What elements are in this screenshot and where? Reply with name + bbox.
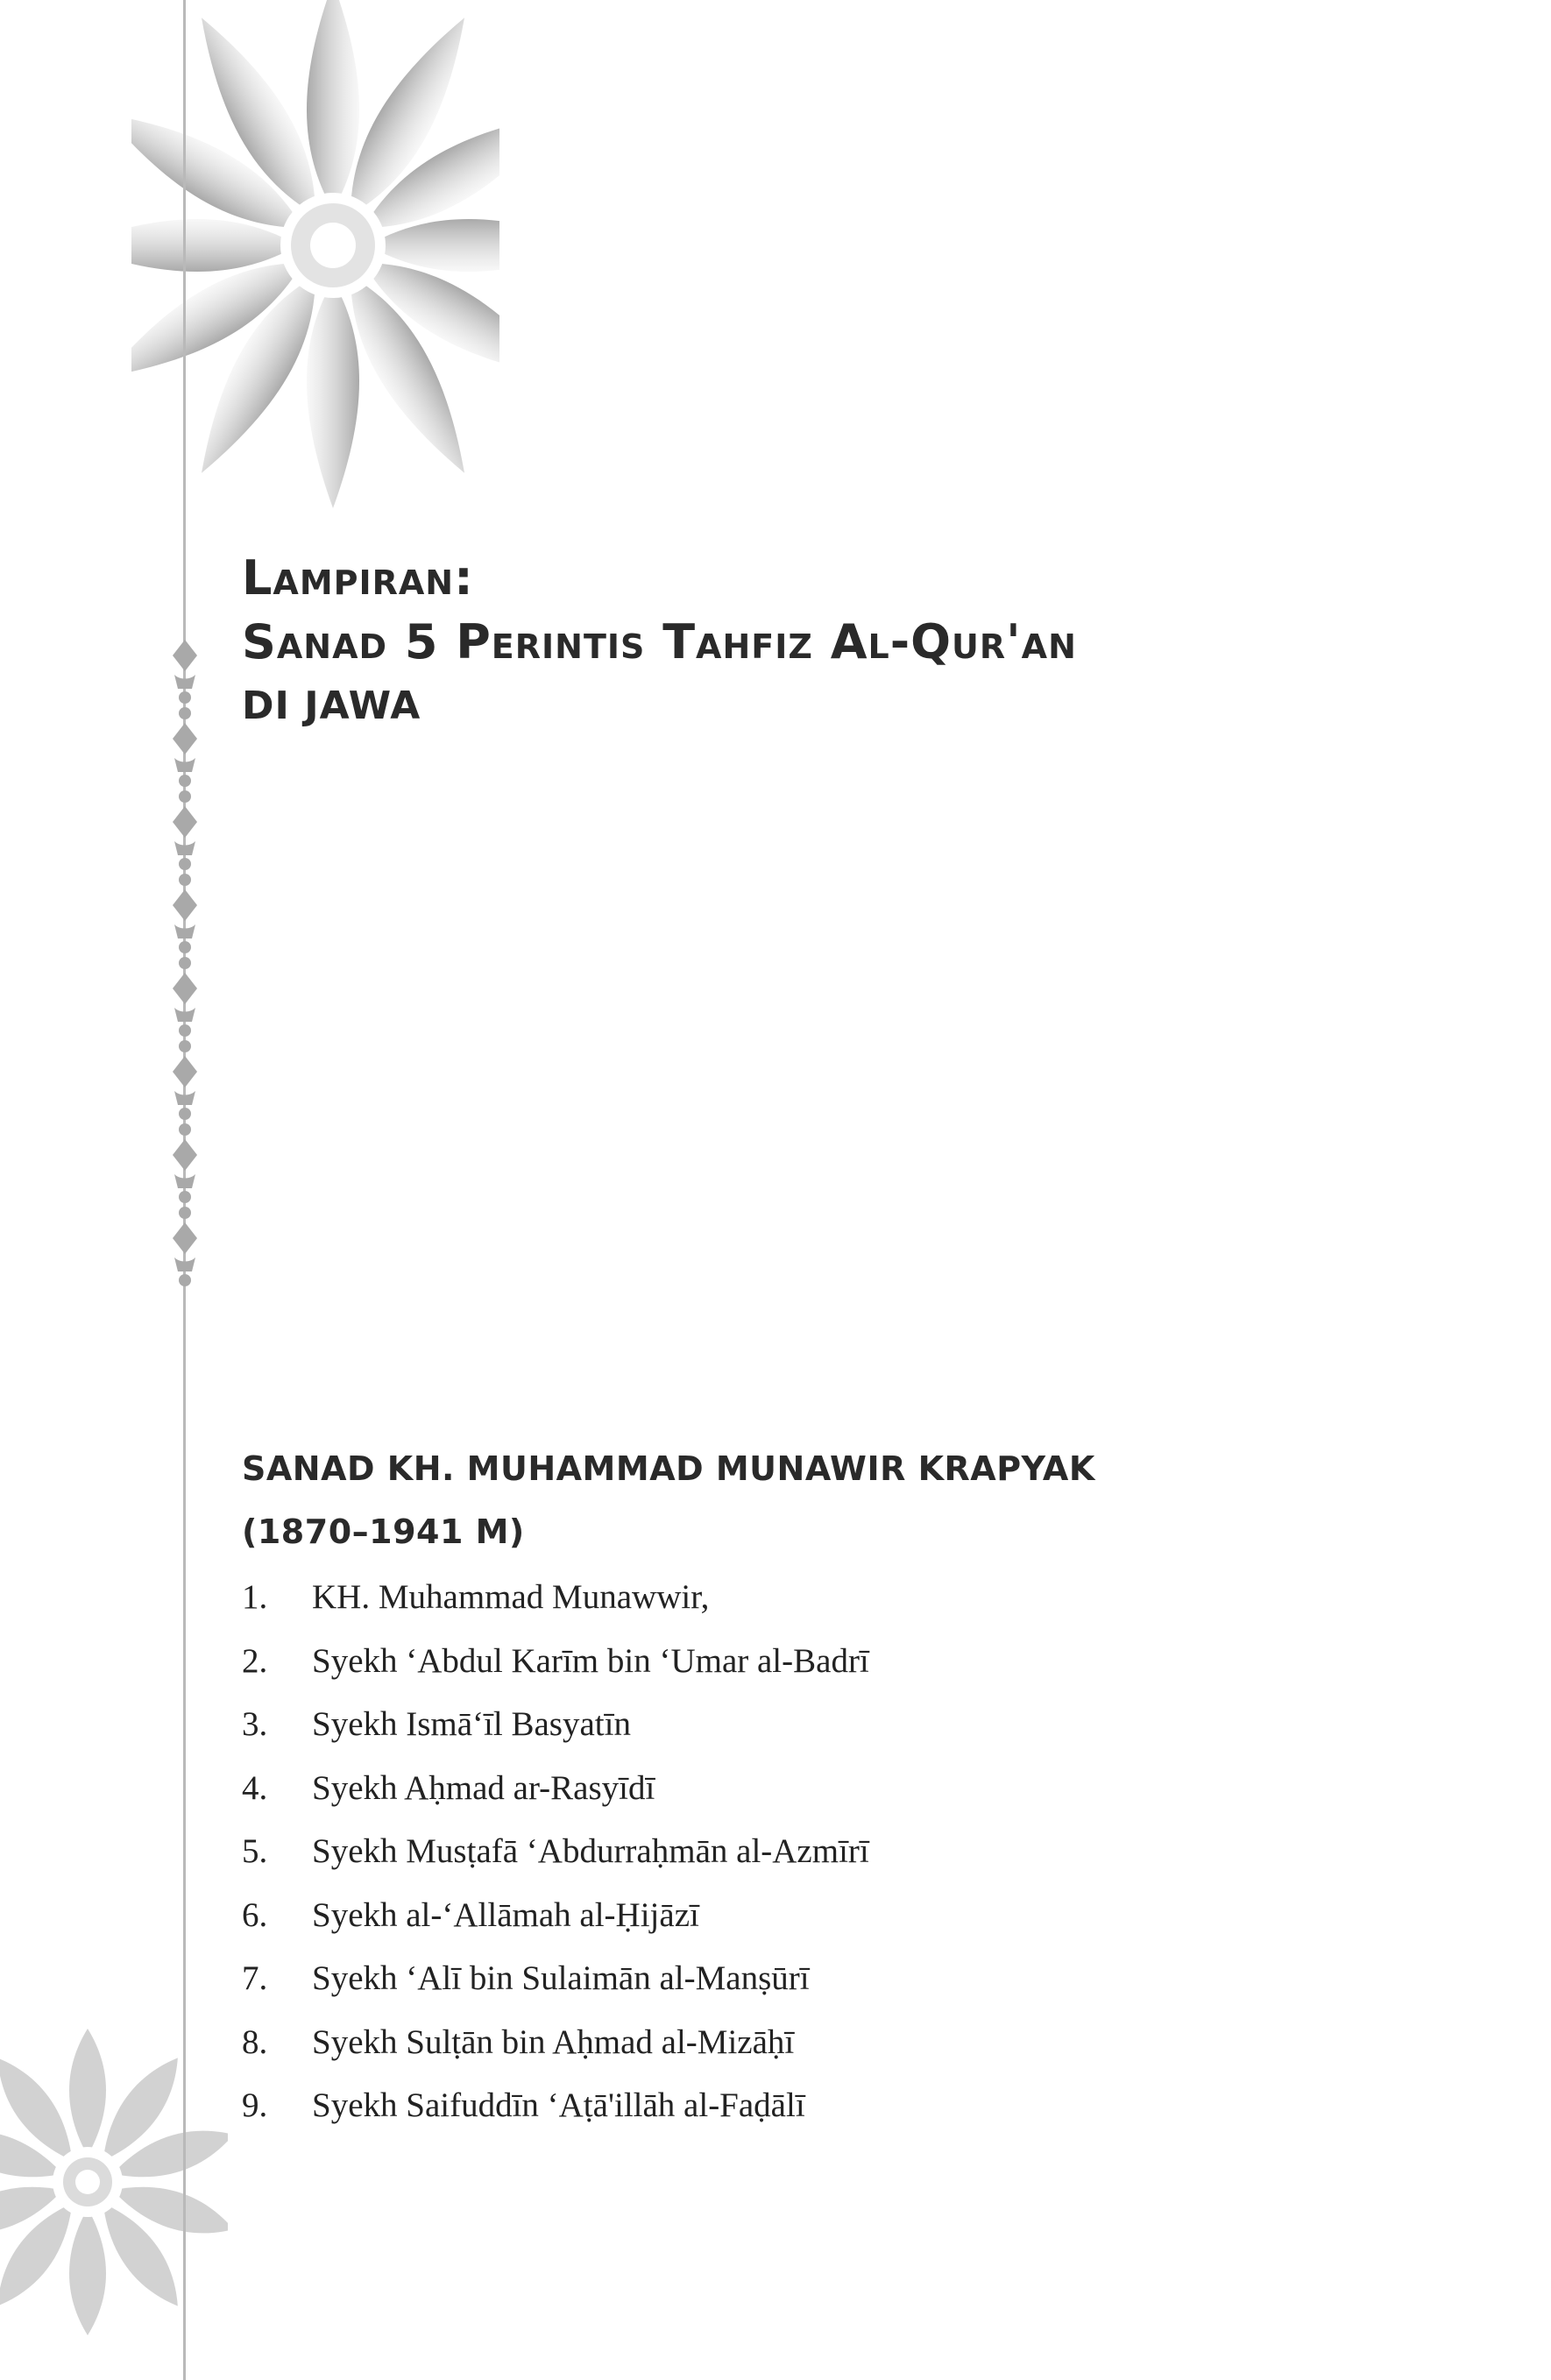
list-item: [242, 1757, 869, 1821]
list-item-number: 5.: [242, 1832, 268, 1870]
list-item-number: 3.: [242, 1705, 268, 1743]
list-item: [242, 1566, 869, 1630]
list-item-number: 1.: [242, 1578, 268, 1616]
list-item-name: Syekh ‘Abdul Karīm bin ‘Umar al-Badrī: [312, 1641, 869, 1680]
section-heading-line-2: (1870–1941 M): [242, 1512, 525, 1551]
list-item: [242, 1884, 869, 1948]
list-item-name: Syekh ‘Alī bin Sulaimān al-Manṣūrī: [312, 1959, 810, 1997]
list-item: [242, 1630, 869, 1694]
title-line-1: Lampiran:: [242, 550, 474, 606]
list-item-name: Syekh Saifuddīn ‘Aṭā'illāh al-Faḍālī: [312, 2086, 805, 2124]
list-item-name: Syekh Aḥmad ar-Rasyīdī: [312, 1768, 655, 1807]
title-line-2: Sanad 5 Perintis Tahfiz Al-Qur'an: [242, 614, 1077, 669]
list-item: [242, 1693, 869, 1757]
list-item-name: KH. Muhammad Munawwir,: [312, 1578, 710, 1616]
list-item: [242, 1820, 869, 1884]
list-item-name: Syekh Ismā‘īl Basyatīn: [312, 1705, 631, 1743]
list-item-name: Syekh al-‘Allāmah al-Ḥijāzī: [312, 1895, 699, 1934]
title-line-3: DI JAWA: [242, 684, 421, 728]
section-heading-line-1: SANAD KH. MUHAMMAD MUNAWIR KRAPYAK: [242, 1449, 1095, 1488]
list-item-number: 4.: [242, 1768, 268, 1807]
list-item: [242, 2011, 869, 2075]
list-item-number: 7.: [242, 1959, 268, 1997]
appendix-title: [242, 548, 1077, 737]
sanad-list: [242, 1566, 869, 2138]
section-heading: [242, 1437, 1095, 1563]
list-item: [242, 1947, 869, 2011]
ornamental-chain: [162, 640, 208, 1288]
list-item-number: 6.: [242, 1895, 268, 1934]
list-item-name: Syekh Musṭafā ‘Abdurraḥmān al-Azmīrī: [312, 1832, 869, 1870]
list-item-number: 9.: [242, 2086, 268, 2124]
list-item-name: Syekh Sulṭān bin Aḥmad al-Mizāḥī: [312, 2022, 795, 2061]
floral-ornament-bottom: [0, 2015, 228, 2348]
floral-ornament-top: [131, 0, 499, 561]
list-item-number: 2.: [242, 1641, 268, 1680]
list-item: [242, 2074, 869, 2138]
list-item-number: 8.: [242, 2022, 268, 2061]
